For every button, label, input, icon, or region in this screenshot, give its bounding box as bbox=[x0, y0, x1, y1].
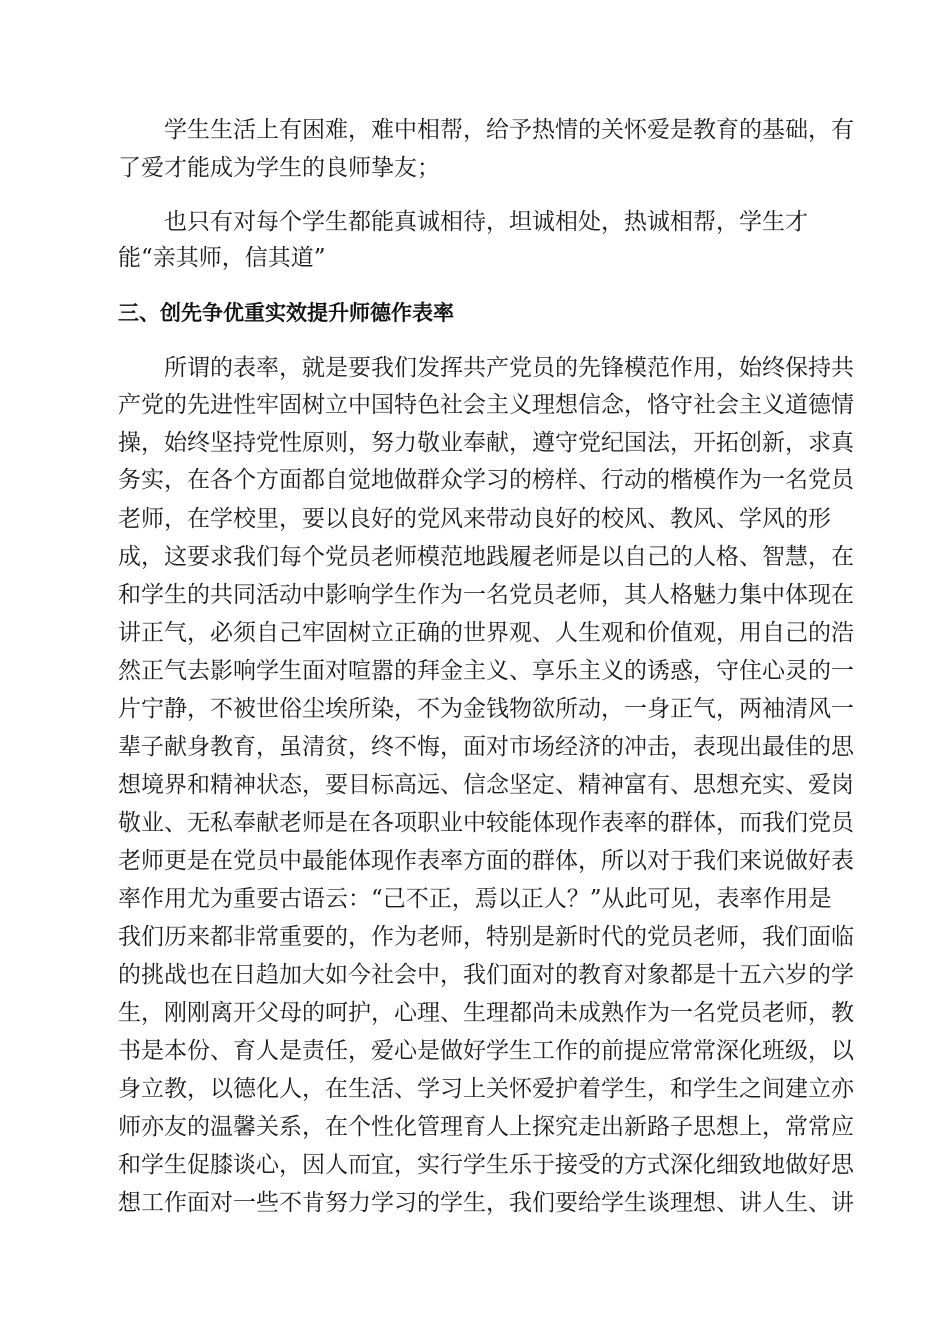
paragraph-3-line-1: 所谓的表率，就是要我们发挥共产党员的先锋模范作用，始终保持共 bbox=[164, 355, 854, 381]
paragraph-3-line-5: 老师，在学校里，要以良好的党风来带动良好的校风、教风、学风的形 bbox=[118, 506, 831, 532]
paragraph-1-line-1: 学生生活上有困难，难中相帮，给予热情的关怀爱是教育的基础，有 bbox=[164, 117, 854, 143]
paragraph-3-line-19: 书是本份、育人是责任，爱心是做好学生工作的前提应常常深化班级，以 bbox=[118, 1038, 854, 1064]
paragraph-3-line-20: 身立教，以德化人，在生活、学习上关怀爱护着学生，和学生之间建立亦 bbox=[118, 1076, 854, 1102]
paragraph-3-line-13: 敬业、无私奉献老师是在各项职业中较能体现作表率的群体，而我们党员 bbox=[118, 810, 854, 836]
paragraph-3-line-12: 想境界和精神状态，要目标高远、信念坚定、精神富有、思想充实、爱岗 bbox=[118, 772, 854, 798]
paragraph-3-line-10: 片宁静，不被世俗尘埃所染，不为金钱物欲所动，一身正气，两袖清风一 bbox=[118, 696, 854, 722]
paragraph-3-line-9: 然正气去影响学生面对喧嚣的拜金主义、享乐主义的诱惑，守住心灵的一 bbox=[118, 658, 854, 684]
paragraph-3-line-7: 和学生的共同活动中影响学生作为一名党员老师，其人格魅力集中体现在 bbox=[118, 582, 854, 608]
paragraph-3-line-14: 老师更是在党员中最能体现作表率方面的群体，所以对于我们来说做好表 bbox=[118, 848, 854, 874]
paragraph-2-line-2: 能“亲其师，信其道” bbox=[118, 245, 326, 271]
paragraph-3-line-16: 我们历来都非常重要的，作为老师，特别是新时代的党员老师，我们面临 bbox=[118, 924, 854, 950]
paragraph-3-line-23: 想工作面对一些不肯努力学习的学生，我们要给学生谈理想、讲人生、讲 bbox=[118, 1190, 854, 1216]
paragraph-3-line-18: 生，刚刚离开父母的呵护，心理、生理都尚未成熟作为一名党员老师，教 bbox=[118, 1000, 854, 1026]
paragraph-3-line-4: 务实，在各个方面都自觉地做群众学习的榜样、行动的楷模作为一名党员 bbox=[118, 467, 854, 493]
paragraph-3-line-17: 的挑战也在日趋加大如今社会中，我们面对的教育对象都是十五六岁的学 bbox=[118, 962, 854, 988]
paragraph-3-line-15: 率作用尤为重要古语云：“己不正，焉以正人？”从此可见，表率作用是 bbox=[118, 886, 832, 912]
paragraph-3-line-2: 产党的先进性牢固树立中国特色社会主义理想信念，恪守社会主义道德情 bbox=[118, 392, 854, 418]
paragraph-3-line-22: 和学生促膝谈心，因人而宜，实行学生乐于接受的方式深化细致地做好思 bbox=[118, 1152, 854, 1178]
paragraph-3-line-3: 操，始终坚持党性原则，努力敬业奉献，遵守党纪国法，开拓创新，求真 bbox=[118, 430, 854, 456]
paragraph-3-line-6: 成，这要求我们每个党员老师模范地践履老师是以自己的人格、智慧，在 bbox=[118, 544, 854, 570]
paragraph-3-line-8: 讲正气，必须自己牢固树立正确的世界观、人生观和价值观，用自己的浩 bbox=[118, 620, 854, 646]
section-heading: 三、创先争优重实效提升师德作表率 bbox=[118, 301, 454, 325]
paragraph-2-line-1: 也只有对每个学生都能真诚相待，坦诚相处，热诚相帮，学生才 bbox=[164, 209, 808, 235]
paragraph-1-line-2: 了爱才能成为学生的良师挚友； bbox=[118, 155, 440, 181]
paragraph-3-line-11: 辈子献身教育，虽清贫，终不悔，面对市场经济的冲击，表现出最佳的思 bbox=[118, 734, 854, 760]
paragraph-3-line-21: 师亦友的温馨关系，在个性化管理育人上探究走出新路子思想上，常常应 bbox=[118, 1114, 854, 1140]
